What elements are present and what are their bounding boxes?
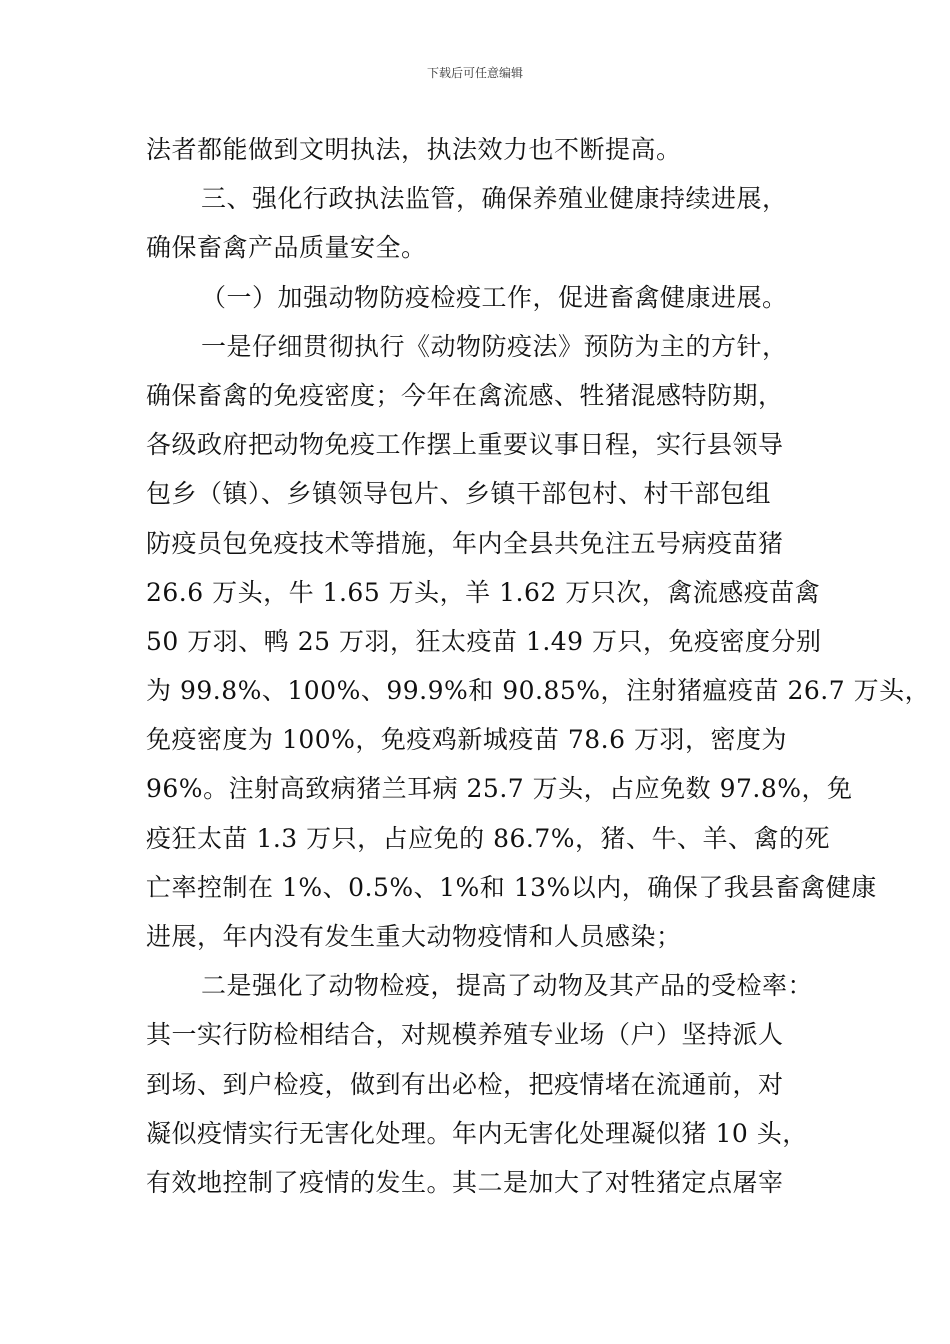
text-line: 确保畜禽的免疫密度；今年在禽流感、牲猪混感特防期， bbox=[146, 380, 784, 410]
text-line: 二是强化了动物检疫，提高了动物及其产品的受检率： bbox=[201, 971, 814, 1001]
section-heading: 三、强化行政执法监管，确保养殖业健康持续进展， bbox=[201, 184, 788, 214]
text-line: 免疫密度为 100%，免疫鸡新城疫苗 78.6 万羽，密度为 bbox=[146, 725, 787, 755]
text-line: 凝似疫情实行无害化处理。年内无害化处理凝似猪 10 头， bbox=[146, 1118, 808, 1148]
text-line: 96%。注射高致病猪兰耳病 25.7 万头，占应免数 97.8%，免 bbox=[146, 774, 853, 804]
text-line: 法者都能做到文明执法，执法效力也不断提高。 bbox=[146, 135, 682, 164]
text-line: 防疫员包免疫技术等措施，年内全县共免注五号病疫苗猪 bbox=[146, 528, 784, 558]
text-line: 到场、到户检疫，做到有出必检，把疫情堵在流通前，对 bbox=[146, 1069, 784, 1099]
text-line: 进展，年内没有发生重大动物疫情和人员感染； bbox=[146, 922, 682, 951]
text-line: 疫狂太苗 1.3 万只，占应免的 86.7%，猪、牛、羊、禽的死 bbox=[146, 823, 831, 853]
text-line: 包乡（镇）、乡镇领导包片、乡镇干部包村、村干部包组 bbox=[146, 479, 772, 509]
text-line: 一是仔细贯彻执行《动物防疫法》预防为主的方针， bbox=[201, 331, 788, 361]
text-line: 其一实行防检相结合，对规模养殖专业场（户）坚持派人 bbox=[146, 1020, 784, 1050]
text-line: 亡率控制在 1%、0.5%、1%和 13%以内，确保了我县畜禽健康 bbox=[146, 872, 877, 902]
page-header: 下载后可任意编辑 bbox=[426, 66, 523, 80]
text-line: 确保畜禽产品质量安全。 bbox=[146, 233, 427, 263]
document-body bbox=[146, 125, 931, 1207]
text-line: 有效地控制了疫情的发生。其二是加大了对牲猪定点屠宰 bbox=[146, 1167, 784, 1197]
text-line: 26.6 万头，牛 1.65 万头，羊 1.62 万只次，禽流感疫苗禽 bbox=[146, 577, 821, 607]
subsection-heading: （一）加强动物防疫检疫工作，促进畜禽健康进展。 bbox=[201, 282, 788, 312]
text-line: 50 万羽、鸭 25 万羽，狂太疫苗 1.49 万只，免疫密度分别 bbox=[146, 626, 822, 656]
text-line: 为 99.8%、100%、99.9%和 90.85%，注射猪瘟疫苗 26.7 万头， bbox=[146, 676, 931, 706]
text-line: 各级政府把动物免疫工作摆上重要议事日程，实行县领导 bbox=[146, 430, 784, 460]
